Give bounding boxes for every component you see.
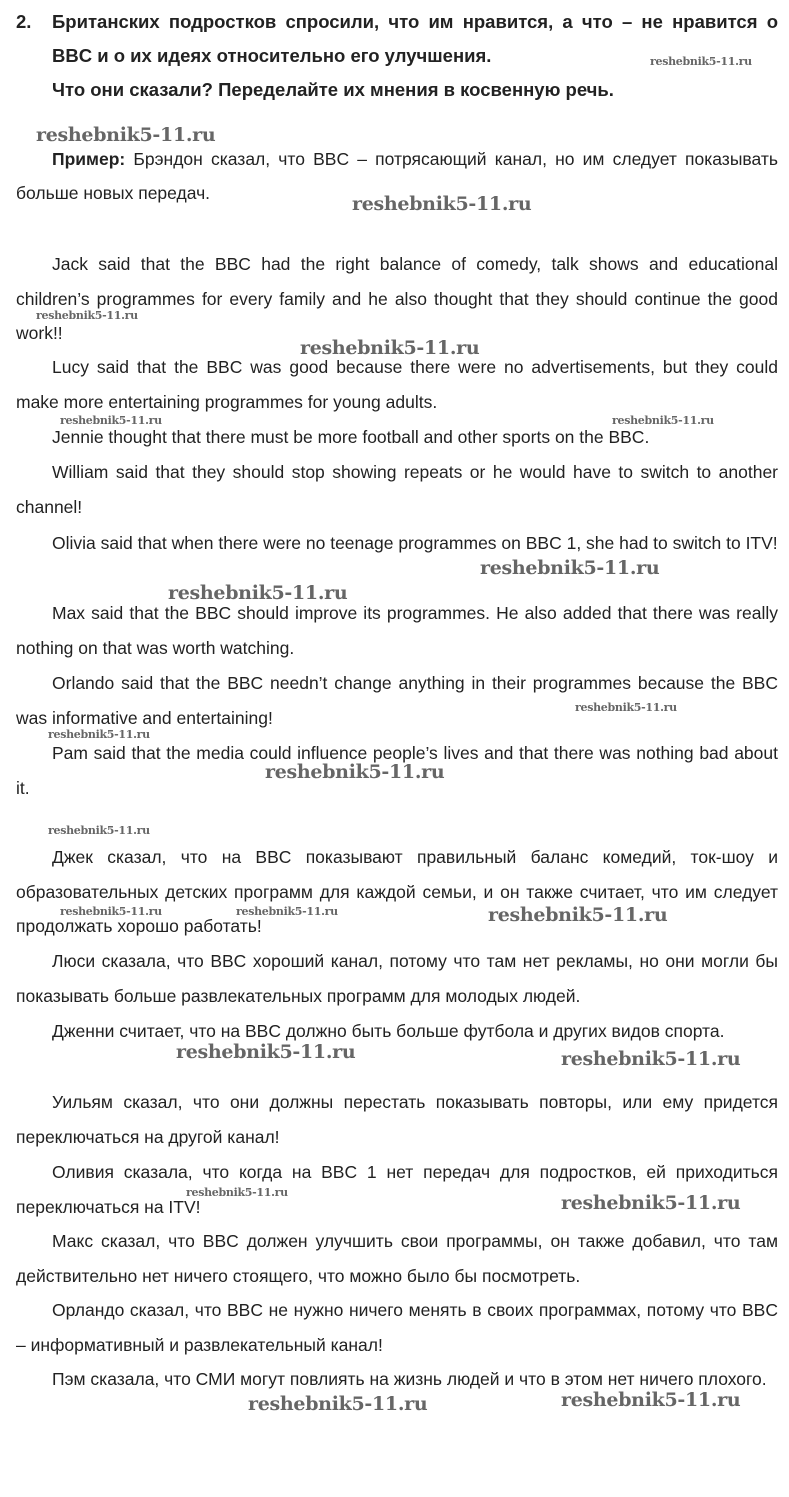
watermark: reshebnik5-11.ru <box>352 193 532 215</box>
watermark: reshebnik5-11.ru <box>650 55 752 68</box>
english-paragraph-max: Max said that the BBC should improve its programmes. He also added that there was really nothing on that was worth watching. <box>16 603 778 658</box>
watermark: reshebnik5-11.ru <box>60 414 162 427</box>
watermark: reshebnik5-11.ru <box>561 1048 741 1070</box>
watermark: reshebnik5-11.ru <box>36 309 138 322</box>
russian-paragraph-pam: Пэм сказала, что СМИ могут повлиять на жизнь людей и что в этом нет ничего плохого. <box>52 1369 767 1389</box>
russian-paragraph-max: Макс сказал, что BBC должен улучшить свои программы, он также добавил, что там действительно нет ничего стоящего, что можно было бы посмотреть. <box>16 1231 778 1286</box>
russian-paragraph-olivia: Оливия сказала, что когда на BBC 1 нет передач для подростков, ей приходиться переключаться на ITV! <box>16 1162 778 1217</box>
watermark: reshebnik5-11.ru <box>561 1192 741 1214</box>
english-paragraph-jennie: Jennie thought that there must be more football and other sports on the BBC. <box>52 427 650 447</box>
english-paragraph-olivia: Olivia said that when there were no teenage programmes on BBC 1, she had to switch to ITV! <box>52 533 778 553</box>
task-number: 2. <box>16 11 32 32</box>
watermark: reshebnik5-11.ru <box>300 337 480 359</box>
english-paragraph-william: William said that they should stop showing repeats or he would have to switch to another channel! <box>16 462 778 517</box>
example-label: Пример: <box>52 149 126 169</box>
english-paragraph-orlando: Orlando said that the BBC needn’t change anything in their programmes because the BBC was informative and entertaining! <box>16 673 778 728</box>
watermark: reshebnik5-11.ru <box>36 124 216 146</box>
english-paragraph-jack: Jack said that the BBC had the right balance of comedy, talk shows and educational children’s programmes for every family and he also thought that they should continue the good work!! <box>16 254 778 343</box>
watermark: reshebnik5-11.ru <box>575 701 677 714</box>
watermark: reshebnik5-11.ru <box>48 824 150 837</box>
example-text: Брэндон сказал, что BBC – потрясающий канал, но им следует показывать больше новых передач. <box>16 149 778 203</box>
watermark: reshebnik5-11.ru <box>60 905 162 918</box>
watermark: reshebnik5-11.ru <box>480 557 660 579</box>
watermark: reshebnik5-11.ru <box>561 1389 741 1411</box>
watermark: reshebnik5-11.ru <box>265 761 445 783</box>
task-instruction: Что они сказали? Переделайте их мнения в косвенную речь. <box>52 79 614 100</box>
task-text: Британских подростков спросили, что им нравится, а что – не нравится о BBC и о их идеях относительно его улучшения. <box>52 11 778 66</box>
english-paragraph-lucy: Lucy said that the BBC was good because there were no advertisements, but they could make more entertaining programmes for young adults. <box>16 357 778 412</box>
english-paragraph-pam: Pam said that the media could influence people’s lives and that there was nothing bad about it. <box>16 743 778 798</box>
russian-paragraph-jack: Джек сказал, что на BBC показывают правильный баланс комедий, ток-шоу и образовательных детских программ для каждой семьи, и он также считает, что им следует продолжать хорошо работать! <box>16 847 778 936</box>
watermark: reshebnik5-11.ru <box>248 1393 428 1415</box>
watermark: reshebnik5-11.ru <box>176 1041 356 1063</box>
watermark: reshebnik5-11.ru <box>488 904 668 926</box>
watermark: reshebnik5-11.ru <box>48 728 150 741</box>
russian-paragraph-jennie: Дженни считает, что на BBC должно быть больше футбола и других видов спорта. <box>52 1021 725 1041</box>
watermark: reshebnik5-11.ru <box>168 582 348 604</box>
watermark: reshebnik5-11.ru <box>186 1186 288 1199</box>
russian-paragraph-william: Уильям сказал, что они должны перестать показывать повторы, или ему придется переключаться на другой канал! <box>16 1092 778 1147</box>
watermark: reshebnik5-11.ru <box>612 414 714 427</box>
russian-paragraph-lucy: Люси сказала, что BBC хороший канал, потому что там нет рекламы, но они могли бы показывать больше развлекательных программ для молодых людей. <box>16 951 778 1006</box>
watermark: reshebnik5-11.ru <box>236 905 338 918</box>
russian-paragraph-orlando: Орландо сказал, что BBC не нужно ничего менять в своих программах, потому что BBC – информативный и развлекательный канал! <box>16 1300 778 1355</box>
